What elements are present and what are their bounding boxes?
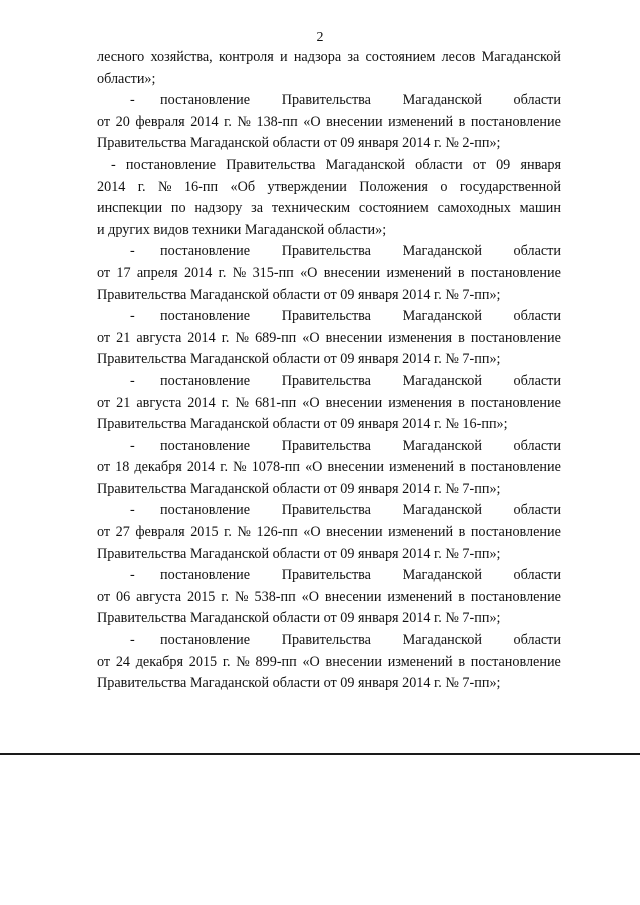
text-line [97, 198, 561, 220]
word: г. [220, 459, 229, 476]
word: изменений [388, 113, 454, 130]
word: г. [224, 113, 232, 130]
word: хозяйства, [150, 49, 213, 65]
word: постановление [160, 502, 251, 519]
word: 138-пп [256, 113, 298, 130]
word: надзору [194, 200, 243, 217]
word: Магаданской [402, 243, 482, 260]
word: 16-пп [183, 178, 219, 195]
text-line [97, 263, 561, 285]
word: Магаданской [402, 372, 482, 389]
word: Магаданской [402, 632, 482, 649]
word: в [457, 264, 465, 281]
word: Магаданской [402, 567, 482, 584]
word: № [235, 588, 249, 605]
text-line: Правительства Магаданской области от 09 января 2014 г. № 7-пп»; [97, 286, 501, 303]
word: внесении [323, 264, 381, 281]
word: «О [302, 394, 320, 411]
word: Магаданской [402, 308, 482, 325]
list-item-first-line [97, 565, 561, 587]
word: и [280, 49, 288, 65]
word: постановление [470, 524, 561, 541]
word: № [232, 264, 247, 281]
word: постановление [470, 113, 561, 130]
word: 09 [496, 156, 511, 173]
word: г. [137, 178, 146, 195]
word: в [458, 588, 465, 605]
word: № [237, 524, 251, 541]
word: постановление [470, 394, 561, 411]
word: 18 [115, 459, 130, 476]
word: Магаданской [402, 502, 482, 519]
word: 06 [116, 588, 131, 605]
word: «О [302, 653, 320, 670]
word: о [440, 178, 448, 195]
word: г. [221, 588, 230, 605]
word: января [520, 156, 561, 173]
word: внесении [325, 653, 382, 670]
text-line [97, 155, 561, 177]
word: в [458, 524, 466, 541]
word: Правительства [226, 156, 316, 173]
word: № [237, 113, 251, 130]
word: «О [303, 524, 321, 541]
list-dash: - [130, 372, 135, 389]
word: 2015 [190, 524, 219, 541]
word: 899-пп [255, 653, 297, 670]
word: за [251, 200, 264, 217]
word: Положения [359, 178, 428, 195]
text-line [97, 457, 561, 479]
word: постановление [160, 243, 251, 260]
word: от [97, 653, 111, 670]
word: 27 [115, 524, 130, 541]
word: Правительства [281, 502, 371, 519]
word: 126-пп [256, 524, 298, 541]
word: внесении [324, 588, 382, 605]
word: Правительства [281, 437, 371, 454]
word: Магаданской [481, 49, 561, 65]
word: от [97, 113, 111, 130]
word: постановление [470, 329, 561, 346]
word: контроля [218, 49, 274, 65]
document-body [97, 47, 561, 695]
word: изменения [388, 394, 453, 411]
word: от [97, 524, 111, 541]
word: в [458, 329, 465, 346]
word: изменений [387, 588, 453, 605]
word: области [513, 502, 561, 519]
text-line: области»; [97, 70, 156, 87]
word: Магаданской [402, 92, 482, 109]
word: лесов [441, 49, 476, 65]
word: «О [305, 459, 323, 476]
word: от [97, 394, 111, 411]
word: изменений [388, 524, 454, 541]
text-line [97, 328, 561, 350]
word: надзора [293, 49, 342, 65]
word: 24 [115, 653, 130, 670]
word: г. [224, 524, 232, 541]
word: г. [221, 394, 230, 411]
word: № [157, 178, 172, 195]
page-number: 2 [316, 30, 324, 45]
word: области [513, 372, 561, 389]
word: постановление [160, 92, 251, 109]
word: постановление [470, 459, 561, 476]
word: от [97, 459, 111, 476]
list-dash: - [130, 567, 135, 584]
word: в [458, 394, 465, 411]
word: 21 [116, 394, 131, 411]
list-item-first-line [97, 630, 561, 652]
text-line: Правительства Магаданской области от 09 января 2014 г. № 7-пп»; [97, 675, 501, 692]
text-line: Правительства Магаданской области от 09 января 2014 г. № 7-пп»; [97, 351, 501, 368]
word: постановление [470, 588, 561, 605]
word: области [513, 632, 561, 649]
word: инспекции [97, 200, 163, 217]
word: области [513, 567, 561, 584]
word: «Об [230, 178, 256, 195]
word: 21 [116, 329, 131, 346]
text-line: Правительства Магаданской области от 09 января 2014 г. № 7-пп»; [97, 480, 501, 497]
word: 2015 [188, 653, 218, 670]
word: г. [221, 329, 230, 346]
word: № [235, 329, 250, 346]
text-line [97, 587, 561, 609]
word: Правительства [281, 372, 371, 389]
word: 2014 [187, 329, 216, 346]
word: февраля [135, 524, 185, 541]
word: № [233, 459, 247, 476]
word: постановление [125, 156, 216, 173]
word: 2014 [190, 113, 219, 130]
word: Правительства [281, 92, 371, 109]
word: постановление [160, 437, 251, 454]
word: внесении [325, 394, 383, 411]
word: Правительства [281, 567, 371, 584]
text-line [97, 47, 561, 69]
text-line [97, 177, 561, 199]
word: 17 [116, 264, 131, 281]
word: изменений [387, 653, 453, 670]
word: в [458, 653, 466, 670]
word: постановление [160, 372, 251, 389]
word: «О [300, 264, 318, 281]
word: Магаданской [402, 437, 482, 454]
text-line: Правительства Магаданской области от 09 января 2014 г. № 7-пп»; [97, 545, 501, 562]
list-item-first-line [97, 436, 561, 458]
word: 689-пп [255, 329, 297, 346]
word: декабря [135, 653, 184, 670]
word: августа [136, 588, 182, 605]
word: постановление [160, 567, 251, 584]
text-line [97, 522, 561, 544]
list-item-first-line [97, 241, 561, 263]
text-line: и других видов техники Магаданской области»; [97, 221, 387, 238]
list-item-first-line [97, 90, 561, 112]
word: 315-пп [252, 264, 294, 281]
word: - [111, 156, 116, 173]
word: самоходных [437, 200, 511, 217]
word: от [97, 329, 111, 346]
word: по [170, 200, 186, 217]
text-line: Правительства Магаданской области от 09 января 2014 г. № 16-пп»; [97, 416, 508, 433]
word: техническим [271, 200, 351, 217]
word: «О [302, 329, 320, 346]
word: состоянием [365, 49, 436, 65]
list-item-first-line [97, 306, 561, 328]
word: за [347, 49, 360, 65]
word: внесении [326, 113, 383, 130]
word: внесении [326, 524, 383, 541]
word: области [513, 92, 561, 109]
word: от [97, 264, 111, 281]
list-item-first-line [97, 500, 561, 522]
word: августа [136, 329, 182, 346]
word: г. [222, 653, 231, 670]
word: декабря [134, 459, 182, 476]
list-dash: - [130, 502, 135, 519]
word: внесении [327, 459, 384, 476]
word: апреля [136, 264, 178, 281]
word: августа [136, 394, 182, 411]
text-line: Правительства Магаданской области от 09 января 2014 г. № 7-пп»; [97, 610, 501, 627]
word: состоянием [358, 200, 429, 217]
word: внесении [325, 329, 383, 346]
word: области [513, 308, 561, 325]
text-line: Правительства Магаданской области от 09 января 2014 г. № 2-пп»; [97, 135, 501, 152]
word: 1078-пп [251, 459, 300, 476]
word: Правительства [281, 632, 371, 649]
word: постановление [160, 632, 251, 649]
word: 20 [115, 113, 130, 130]
text-line [97, 112, 561, 134]
footer-rule [0, 753, 640, 755]
word: 2014 [187, 394, 216, 411]
list-dash: - [130, 243, 135, 260]
list-dash: - [130, 437, 135, 454]
word: 2014 [183, 264, 213, 281]
word: Магаданской [325, 156, 405, 173]
list-dash: - [130, 308, 135, 325]
word: 681-пп [255, 394, 297, 411]
list-dash: - [130, 92, 135, 109]
word: № [236, 653, 250, 670]
word: № [235, 394, 250, 411]
word: лесного [97, 49, 145, 65]
word: г. [218, 264, 227, 281]
word: Правительства [281, 243, 371, 260]
word: утверждении [267, 178, 347, 195]
word: постановление [470, 653, 561, 670]
word: Правительства [281, 308, 371, 325]
word: в [459, 459, 466, 476]
word: области [513, 437, 561, 454]
word: изменения [388, 329, 453, 346]
word: от [97, 588, 111, 605]
text-line [97, 393, 561, 415]
word: постановление [470, 264, 561, 281]
word: области [415, 156, 463, 173]
word: в [458, 113, 466, 130]
word: февраля [135, 113, 185, 130]
word: изменений [386, 264, 452, 281]
word: изменений [389, 459, 454, 476]
list-dash: - [130, 632, 135, 649]
word: от [472, 156, 486, 173]
word: области [513, 243, 561, 260]
word: «О [303, 113, 321, 130]
word: 2014 [186, 459, 216, 476]
word: «О [301, 588, 319, 605]
word: 2015 [187, 588, 216, 605]
word: постановление [160, 308, 251, 325]
list-item-first-line [97, 371, 561, 393]
word: 538-пп [254, 588, 296, 605]
word: 2014 [97, 178, 126, 195]
text-line [97, 652, 561, 674]
word: машин [519, 200, 561, 217]
word: государственной [459, 178, 561, 195]
